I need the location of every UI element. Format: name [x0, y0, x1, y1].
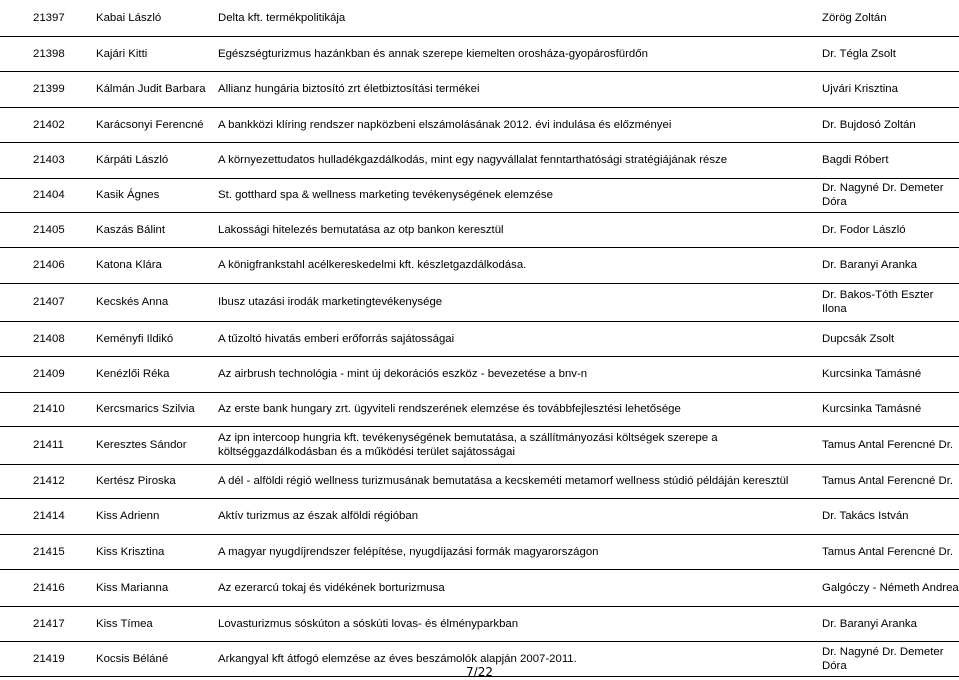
row-id: 21407	[0, 283, 96, 321]
thesis-title: A bankközi klíring rendszer napközbeni elszámolásának 2012. évi indulása és előzményei	[218, 107, 822, 142]
thesis-title: Lakossági hitelezés bemutatása az otp bankon keresztül	[218, 212, 822, 247]
supervisor-name: Dr. Bakos-Tóth Eszter Ilona	[822, 283, 959, 321]
table-row	[0, 392, 959, 426]
table-row	[0, 321, 959, 356]
row-id: 21405	[0, 212, 96, 247]
table-row	[0, 283, 959, 321]
table-row	[0, 142, 959, 178]
row-id: 21398	[0, 36, 96, 71]
table-row	[0, 606, 959, 641]
thesis-title: Az ipn intercoop hungria kft. tevékenységének bemutatása, a szállítmányozási költségek szerepe a költséggazdálkodásban és a működési terület sajátosságai	[218, 426, 822, 464]
thesis-title: A königfrankstahl acélkereskedelmi kft. készletgazdálkodása.	[218, 247, 822, 283]
thesis-title: Egészségturizmus hazánkban és annak szerepe kiemelten orosháza-gyopárosfürdőn	[218, 36, 822, 71]
row-id: 21412	[0, 464, 96, 498]
supervisor-name: Tamus Antal Ferencné Dr.	[822, 464, 959, 498]
student-name: Kertész Piroska	[96, 464, 218, 498]
table-row	[0, 426, 959, 464]
thesis-title: A tűzoltó hivatás emberi erőforrás sajátosságai	[218, 321, 822, 356]
student-name: Kaszás Bálint	[96, 212, 218, 247]
table-row	[0, 36, 959, 71]
row-id: 21409	[0, 356, 96, 392]
supervisor-name: Kurcsinka Tamásné	[822, 392, 959, 426]
student-name: Kiss Marianna	[96, 569, 218, 606]
student-name: Kercsmarics Szilvia	[96, 392, 218, 426]
student-name: Kenézlői Réka	[96, 356, 218, 392]
supervisor-name: Dr. Bujdosó Zoltán	[822, 107, 959, 142]
row-id: 21411	[0, 426, 96, 464]
row-id: 21417	[0, 606, 96, 641]
row-id: 21399	[0, 71, 96, 107]
supervisor-name: Tamus Antal Ferencné Dr.	[822, 426, 959, 464]
supervisor-name: Dr. Nagyné Dr. Demeter Dóra	[822, 178, 959, 212]
thesis-title: Az erste bank hungary zrt. ügyviteli rendszerének elemzése és továbbfejlesztési lehetősége	[218, 392, 822, 426]
thesis-title: Lovasturizmus sóskúton a sóskúti lovas- és élményparkban	[218, 606, 822, 641]
table-row	[0, 464, 959, 498]
row-id: 21416	[0, 569, 96, 606]
student-name: Kiss Adrienn	[96, 498, 218, 534]
supervisor-name: Bagdi Róbert	[822, 142, 959, 178]
student-name: Kajári Kitti	[96, 36, 218, 71]
table-row	[0, 498, 959, 534]
row-id: 21397	[0, 0, 96, 36]
supervisor-name: Galgóczy - Németh Andrea	[822, 569, 959, 606]
supervisor-name: Dr. Takács István	[822, 498, 959, 534]
supervisor-name: Dupcsák Zsolt	[822, 321, 959, 356]
supervisor-name: Dr. Baranyi Aranka	[822, 247, 959, 283]
thesis-title: Arkangyal kft átfogó elemzése az éves beszámolók alapján 2007-2011.	[218, 641, 822, 676]
thesis-title: Delta kft. termékpolitikája	[218, 0, 822, 36]
thesis-title: A magyar nyugdíjrendszer felépítése, nyugdíjazási formák magyarországon	[218, 534, 822, 569]
row-id: 21404	[0, 178, 96, 212]
row-id: 21406	[0, 247, 96, 283]
row-id: 21414	[0, 498, 96, 534]
table-row	[0, 0, 959, 36]
table-row	[0, 534, 959, 569]
student-name: Kárpáti László	[96, 142, 218, 178]
student-name: Karácsonyi Ferencné	[96, 107, 218, 142]
thesis-title: Ibusz utazási irodák marketingtevékenysége	[218, 283, 822, 321]
table-row	[0, 71, 959, 107]
student-name: Keményfi Ildikó	[96, 321, 218, 356]
thesis-title: Az ezerarcú tokaj és vidékének borturizmusa	[218, 569, 822, 606]
supervisor-name: Kurcsinka Tamásné	[822, 356, 959, 392]
supervisor-name: Dr. Fodor László	[822, 212, 959, 247]
supervisor-name: Ujvári Krisztina	[822, 71, 959, 107]
table-row	[0, 569, 959, 606]
student-name: Kocsis Béláné	[96, 641, 218, 676]
thesis-title: A dél - alföldi régió wellness turizmusának bemutatása a kecskeméti metamorf wellness stúdió példáján keresztül	[218, 464, 822, 498]
table-row	[0, 247, 959, 283]
table-row	[0, 107, 959, 142]
row-id: 21410	[0, 392, 96, 426]
table-row	[0, 212, 959, 247]
row-id: 21402	[0, 107, 96, 142]
student-name: Kiss Krisztina	[96, 534, 218, 569]
student-name: Kiss Tímea	[96, 606, 218, 641]
row-id: 21408	[0, 321, 96, 356]
student-name: Kecskés Anna	[96, 283, 218, 321]
supervisor-name: Tamus Antal Ferencné Dr.	[822, 534, 959, 569]
supervisor-name: Dr. Nagyné Dr. Demeter Dóra	[822, 641, 959, 676]
thesis-title: Allianz hungária biztosító zrt életbiztosítási termékei	[218, 71, 822, 107]
row-id: 21403	[0, 142, 96, 178]
thesis-title: A környezettudatos hulladékgazdálkodás, mint egy nagyvállalat fenntarthatósági stratégiájának része	[218, 142, 822, 178]
table-row	[0, 356, 959, 392]
student-name: Keresztes Sándor	[96, 426, 218, 464]
row-id: 21415	[0, 534, 96, 569]
supervisor-name: Dr. Tégla Zsolt	[822, 36, 959, 71]
student-name: Kálmán Judit Barbara	[96, 71, 218, 107]
student-name: Kabai László	[96, 0, 218, 36]
thesis-title: Aktív turizmus az észak alföldi régióban	[218, 498, 822, 534]
thesis-title: St. gotthard spa & wellness marketing tevékenységének elemzése	[218, 178, 822, 212]
thesis-title: Az airbrush technológia - mint új dekorációs eszköz - bevezetése a bnv-n	[218, 356, 822, 392]
table-row	[0, 178, 959, 212]
supervisor-name: Zörög Zoltán	[822, 0, 959, 36]
supervisor-name: Dr. Baranyi Aranka	[822, 606, 959, 641]
student-name: Katona Klára	[96, 247, 218, 283]
row-id: 21419	[0, 641, 96, 676]
student-name: Kasik Ágnes	[96, 178, 218, 212]
page-number: 7/22	[466, 665, 493, 679]
